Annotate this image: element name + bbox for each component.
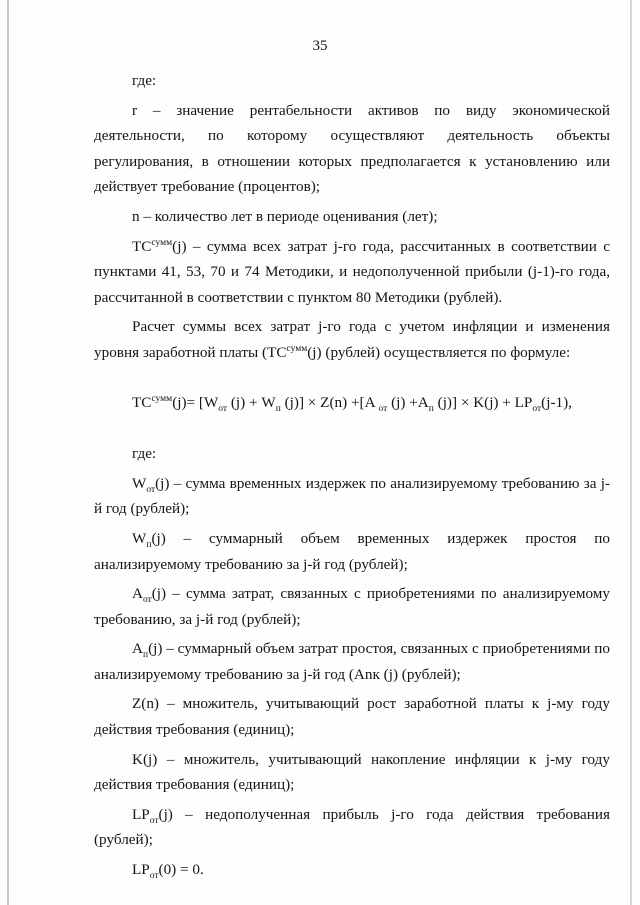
where-label-1: где: <box>132 72 157 89</box>
formula-part: TC <box>132 393 152 411</box>
aot-definition-text: (j) – сумма затрат, связанных с приобретениями по анализируемому требованию, за j-й год (рублей); <box>94 585 610 628</box>
where-label-2: где: <box>132 445 157 463</box>
lp0-symbol: LP <box>132 861 150 879</box>
calc-intro-tail: (j) (рублей) осуществляется по формуле: <box>307 343 571 361</box>
calc-superscript: сумм <box>286 343 308 354</box>
definition-aot <box>94 581 610 632</box>
lp0-definition-text: (0) = 0. <box>158 861 204 879</box>
definition-n: n – количество лет в периоде оценивания (лет); <box>132 207 438 225</box>
definition-r: r – значение рентабельности активов по виду экономической деятельности, по которому осуществляют деятельность объекты регулирования, в отношении которых предполагается к установлению или действует требование (процентов); <box>94 101 610 196</box>
wot-subscript: от <box>146 484 156 495</box>
definition-lp <box>94 802 610 853</box>
formula-sub: от <box>218 403 228 414</box>
definition-z: Z(n) – множитель, учитывающий рост заработной платы к j-му году действия требования (единиц); <box>94 695 610 739</box>
definition-wot <box>94 471 610 522</box>
formula-part: (j)] × Z(n) +[A <box>280 393 379 411</box>
formula-part: (j)= [W <box>172 393 219 411</box>
formula-part: (j) +A <box>387 393 429 411</box>
tc-superscript: сумм <box>151 237 173 248</box>
lp-symbol: LP <box>132 805 150 823</box>
tc-symbol: TC <box>132 237 152 255</box>
formula-sub: п <box>275 403 281 414</box>
aot-symbol: A <box>132 585 143 603</box>
formula-part: (j)] × K(j) + LP <box>433 393 533 411</box>
wot-definition-text: (j) – сумма временных издержек по анализируемому требованию за j-й год (рублей); <box>94 474 610 518</box>
wp-symbol: W <box>132 529 147 547</box>
scan-edge-left <box>7 0 9 905</box>
formula-sub: от <box>532 403 542 414</box>
formula-sup: сумм <box>151 393 173 404</box>
formula-part: (j-1), <box>541 393 572 411</box>
lp-subscript: от <box>149 815 159 826</box>
definition-ap <box>94 636 610 687</box>
page-number: 35 <box>312 38 328 54</box>
wot-symbol: W <box>132 474 147 492</box>
formula-sub: п <box>428 403 434 414</box>
ap-subscript: п <box>142 650 149 661</box>
tc-definition-text: (j) – сумма всех затрат j-го года, рассчитанных в соответствии с пунктами 41, 53, 70 и 74 Методики, и недополученной прибыли (j-1)-го года, рассчитанной в соответствии с пунктом 80 Методики (рублей). <box>94 237 610 306</box>
calc-intro-text: Расчет суммы всех затрат j-го года с учетом инфляции и изменения уровня заработной платы (TC <box>94 318 610 361</box>
scan-edge-right <box>630 0 632 905</box>
lp-definition-text: (j) – недополученная прибыль j-го года действия требования (рублей); <box>94 805 610 849</box>
definition-wp <box>94 526 610 577</box>
calculation-intro <box>94 314 610 365</box>
formula <box>94 390 610 416</box>
wp-definition-text: (j) – суммарный объем временных издержек простоя по анализируемому требованию за j-й год (рублей); <box>94 529 610 573</box>
ap-definition-text: (j) – суммарный объем затрат простоя, связанных с приобретениями по анализируемому требованию за j-й год (Anк (j) (рублей); <box>94 640 610 683</box>
formula-part: (j) + W <box>227 393 276 411</box>
formula-sub: от <box>378 403 388 414</box>
aot-subscript: от <box>142 595 152 606</box>
ap-symbol: A <box>132 640 143 658</box>
definition-k: K(j) – множитель, учитывающий накопление инфляции к j-му году действия требования (единиц); <box>94 750 610 794</box>
lp0-subscript: от <box>149 871 159 882</box>
definition-tc <box>94 234 610 311</box>
document-body <box>94 68 610 887</box>
definition-lp0 <box>94 857 610 883</box>
wp-subscript: п <box>146 539 152 550</box>
